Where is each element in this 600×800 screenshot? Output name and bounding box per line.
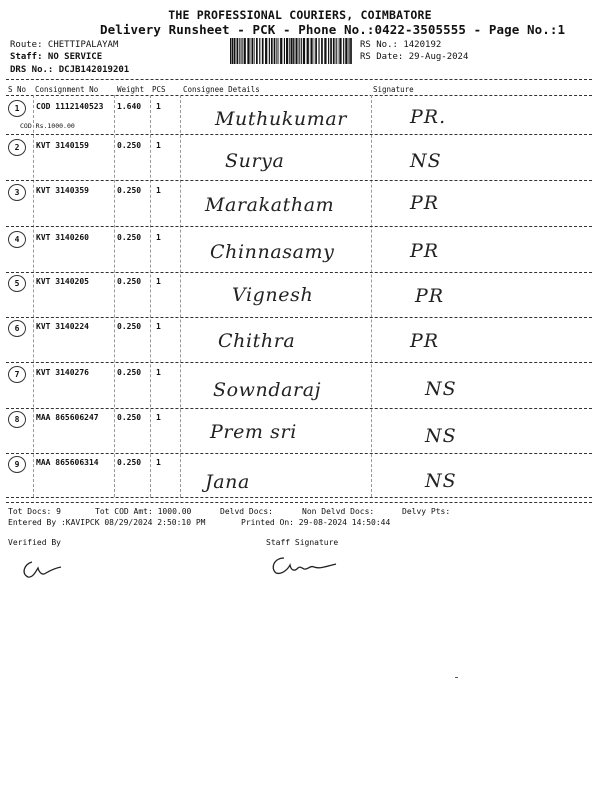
- weight: 0.250: [117, 322, 142, 331]
- signature-mark: PR: [410, 240, 440, 262]
- weight: 0.250: [117, 141, 142, 150]
- col-consignment: Consignment No: [35, 85, 99, 94]
- consignee-name: Chinnasamy: [210, 241, 335, 263]
- entered-by: Entered By :KAVIPCK 08/29/2024 2:50:10 PM: [8, 518, 206, 527]
- col-weight: Weight: [117, 85, 145, 94]
- verifier-signature: [18, 556, 66, 582]
- delivered-docs: Delvd Docs:: [220, 507, 273, 516]
- header-rule: [6, 79, 592, 80]
- weight: 0.250: [117, 458, 142, 467]
- pcs: 1: [156, 233, 161, 242]
- rs-date: RS Date: 29-Aug-2024: [360, 52, 469, 62]
- row-number: 4: [8, 231, 26, 248]
- col-signature: Signature: [373, 85, 414, 94]
- non-delivered-docs: Non Delvd Docs:: [302, 507, 375, 516]
- row-number: 2: [8, 139, 26, 156]
- cod-amount: COD Rs.1000.00: [20, 122, 75, 130]
- staff-signature-mark: [268, 552, 340, 578]
- consignment-no: MAA 865606314: [36, 458, 99, 467]
- row-number: 5: [8, 275, 26, 292]
- pcs: 1: [156, 322, 161, 331]
- consignment-no: COD 1112140523: [36, 102, 104, 111]
- pcs: 1: [156, 141, 161, 150]
- total-cod-amount: Tot COD Amt: 1000.00: [95, 507, 192, 516]
- weight: 0.250: [117, 368, 142, 377]
- row-number: 7: [8, 366, 26, 383]
- pcs: 1: [156, 458, 161, 467]
- staff-signature-label: Staff Signature: [266, 538, 339, 547]
- consignee-name: Jana: [205, 471, 250, 493]
- delivery-points: Delvy Pts:: [402, 507, 451, 516]
- consignee-name: Prem sri: [210, 421, 297, 443]
- column-rule: [6, 95, 592, 96]
- signature-mark: NS: [425, 425, 457, 447]
- signature-mark: NS: [425, 378, 457, 400]
- consignment-no: KVT 3140205: [36, 277, 89, 286]
- pcs: 1: [156, 102, 161, 111]
- rs-number: RS No.: 1420192: [360, 40, 442, 50]
- signature-mark: NS: [410, 150, 442, 172]
- total-docs: Tot Docs: 9: [8, 507, 61, 516]
- consignment-no: KVT 3140260: [36, 233, 89, 242]
- consignment-no: KVT 3140276: [36, 368, 89, 377]
- weight: 0.250: [117, 233, 142, 242]
- row-number: 8: [8, 411, 26, 428]
- drs-number: DRS No.: DCJB142019201: [10, 65, 130, 75]
- consignee-name: Marakatham: [205, 194, 335, 216]
- row-number: 3: [8, 184, 26, 201]
- consignee-name: Muthukumar: [215, 108, 347, 130]
- weight: 0.250: [117, 277, 142, 286]
- barcode: [230, 38, 352, 64]
- weight: 1.640: [117, 102, 142, 111]
- consignee-name: Sowndaraj: [213, 379, 322, 401]
- pcs: 1: [156, 186, 161, 195]
- consignee-name: Surya: [225, 150, 285, 172]
- col-sno: S No: [8, 85, 27, 94]
- pcs: 1: [156, 368, 161, 377]
- consignee-name: Chithra: [218, 330, 296, 352]
- consignment-no: KVT 3140224: [36, 322, 89, 331]
- runsheet-subtitle: Delivery Runsheet - PCK - Phone No.:0422-3505555 - Page No.:1: [100, 22, 566, 37]
- staff-label: Staff: NO SERVICE: [10, 52, 103, 62]
- signature-mark: PR.: [410, 106, 447, 128]
- printed-on: Printed On: 29-08-2024 14:50:44: [241, 518, 391, 527]
- pcs: 1: [156, 277, 161, 286]
- signature-mark: PR: [410, 192, 440, 214]
- consignee-name: Vignesh: [232, 284, 314, 306]
- col-pcs: PCS: [152, 85, 166, 94]
- row-number: 6: [8, 320, 26, 337]
- signature-mark: PR: [410, 330, 440, 352]
- weight: 0.250: [117, 186, 142, 195]
- weight: 0.250: [117, 413, 142, 422]
- signature-mark: NS: [425, 470, 457, 492]
- pcs: 1: [156, 413, 161, 422]
- speck: [455, 677, 458, 678]
- signature-mark: PR: [415, 285, 445, 307]
- consignment-no: MAA 865606247: [36, 413, 99, 422]
- route-label: Route: CHETTIPALAYAM: [10, 40, 119, 50]
- col-consignee: Consignee Details: [183, 85, 260, 94]
- consignment-no: KVT 3140159: [36, 141, 89, 150]
- company-title: THE PROFESSIONAL COURIERS, COIMBATORE: [168, 8, 432, 22]
- row-number: 9: [8, 456, 26, 473]
- verified-by-label: Verified By: [8, 538, 61, 547]
- row-number: 1: [8, 100, 26, 117]
- consignment-no: KVT 3140359: [36, 186, 89, 195]
